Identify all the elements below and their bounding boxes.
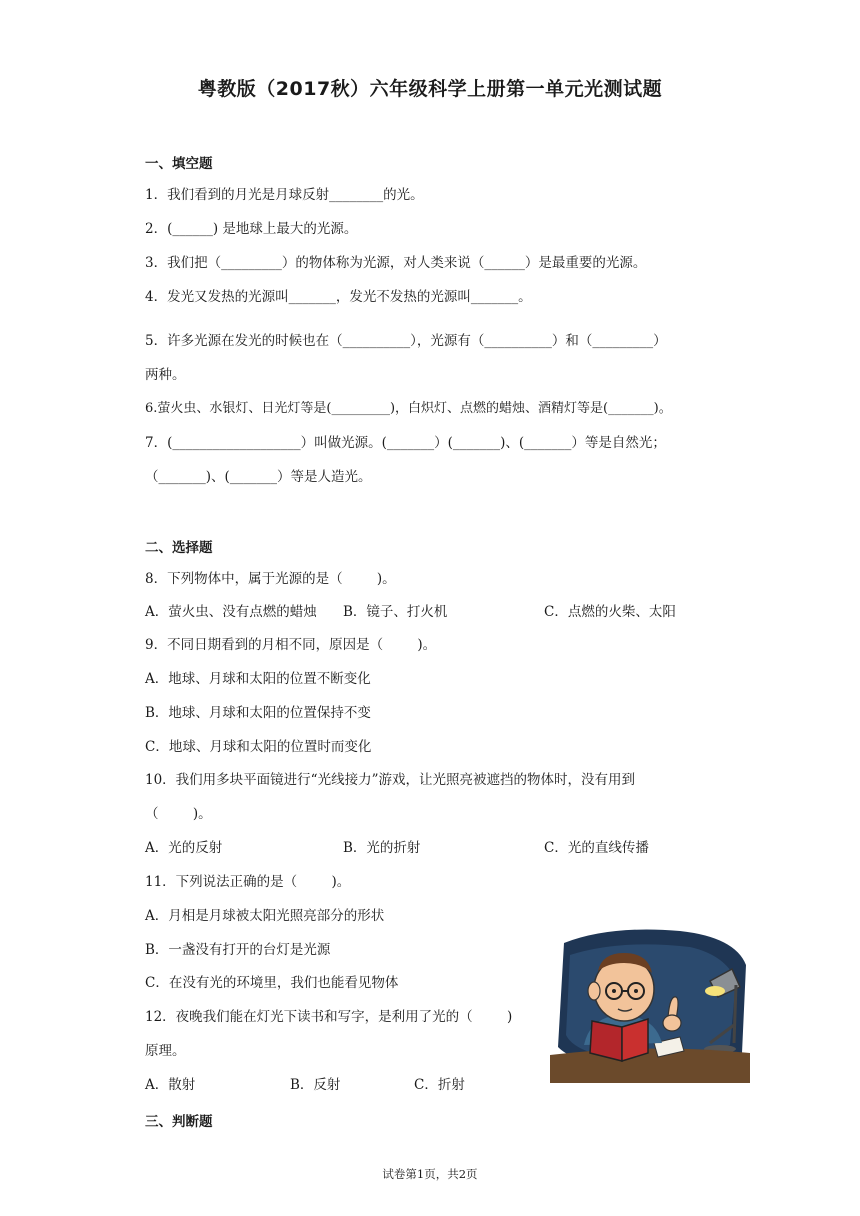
question-5: 5．许多光源在发光的时候也在（__________），光源有（__________）和（_________） (145, 333, 667, 349)
q9-option-c: C．地球、月球和太阳的位置时而变化 (145, 739, 372, 755)
page-footer: 试卷第1页，共2页 (382, 1167, 478, 1181)
q8-option-c: C．点燃的火柴、太阳 (544, 604, 676, 620)
question-10: 10．我们用多块平面镜进行“光线接力”游戏，让光照亮被遮挡的物体时，没有用到 (145, 772, 635, 788)
page-title: 粤教版（2017秋）六年级科学上册第一单元光测试题 (197, 78, 663, 100)
question-11: 11．下列说法正确的是（ )。 (145, 874, 351, 890)
question-9: 9．不同日期看到的月相不同，原因是（ )。 (145, 637, 437, 653)
q11-option-b: B．一盏没有打开的台灯是光源 (145, 942, 331, 958)
q10-option-c: C．光的直线传播 (544, 840, 649, 856)
q12-option-c: C．折射 (414, 1077, 465, 1093)
question-10-cont: （ )。 (145, 806, 212, 822)
q8-option-a: A．萤火虫、没有点燃的蜡烛 (145, 604, 317, 620)
question-4: 4．发光又发热的光源叫_______，发光不发热的光源叫_______。 (145, 289, 532, 305)
q10-option-a: A．光的反射 (145, 840, 223, 856)
question-1: 1．我们看到的月光是月球反射________的光。 (145, 187, 424, 203)
section-heading-judge: 三、判断题 (145, 1114, 213, 1130)
question-3: 3．我们把（_________）的物体称为光源，对人类来说（______）是最重要的光源。 (145, 255, 647, 271)
question-2: 2．(______) 是地球上最大的光源。 (145, 221, 358, 237)
q9-option-b: B．地球、月球和太阳的位置保持不变 (145, 705, 371, 721)
q9-option-a: A．地球、月球和太阳的位置不断变化 (145, 671, 371, 687)
question-6: 6.萤火虫、水银灯、日光灯等是(_________)，白炽灯、点燃的蜡烛、酒精灯等是(_______)。 (145, 401, 672, 416)
q8-option-b: B．镜子、打火机 (343, 604, 448, 620)
section-heading-choice: 二、选择题 (145, 540, 213, 556)
question-7-cont: （_______)、(_______）等是人造光。 (145, 469, 372, 485)
reading-man-illustration (550, 925, 750, 1083)
question-8: 8．下列物体中，属于光源的是（ )。 (145, 571, 396, 587)
q10-option-b: B．光的折射 (343, 840, 421, 856)
q12-option-b: B．反射 (290, 1077, 341, 1093)
question-12: 12．夜晚我们能在灯光下读书和写字，是利用了光的（ ) (145, 1009, 513, 1025)
question-12-cont: 原理。 (145, 1043, 186, 1059)
question-5-cont: 两种。 (145, 367, 186, 383)
q11-option-a: A．月相是月球被太阳光照亮部分的形状 (145, 908, 385, 924)
section-heading-fill: 一、填空题 (145, 156, 213, 172)
question-7: 7．(___________________）叫做光源。(_______）(_______)、(_______）等是自然光； (145, 435, 666, 451)
q12-option-a: A．散射 (145, 1077, 196, 1093)
q11-option-c: C．在没有光的环境里，我们也能看见物体 (145, 975, 399, 991)
